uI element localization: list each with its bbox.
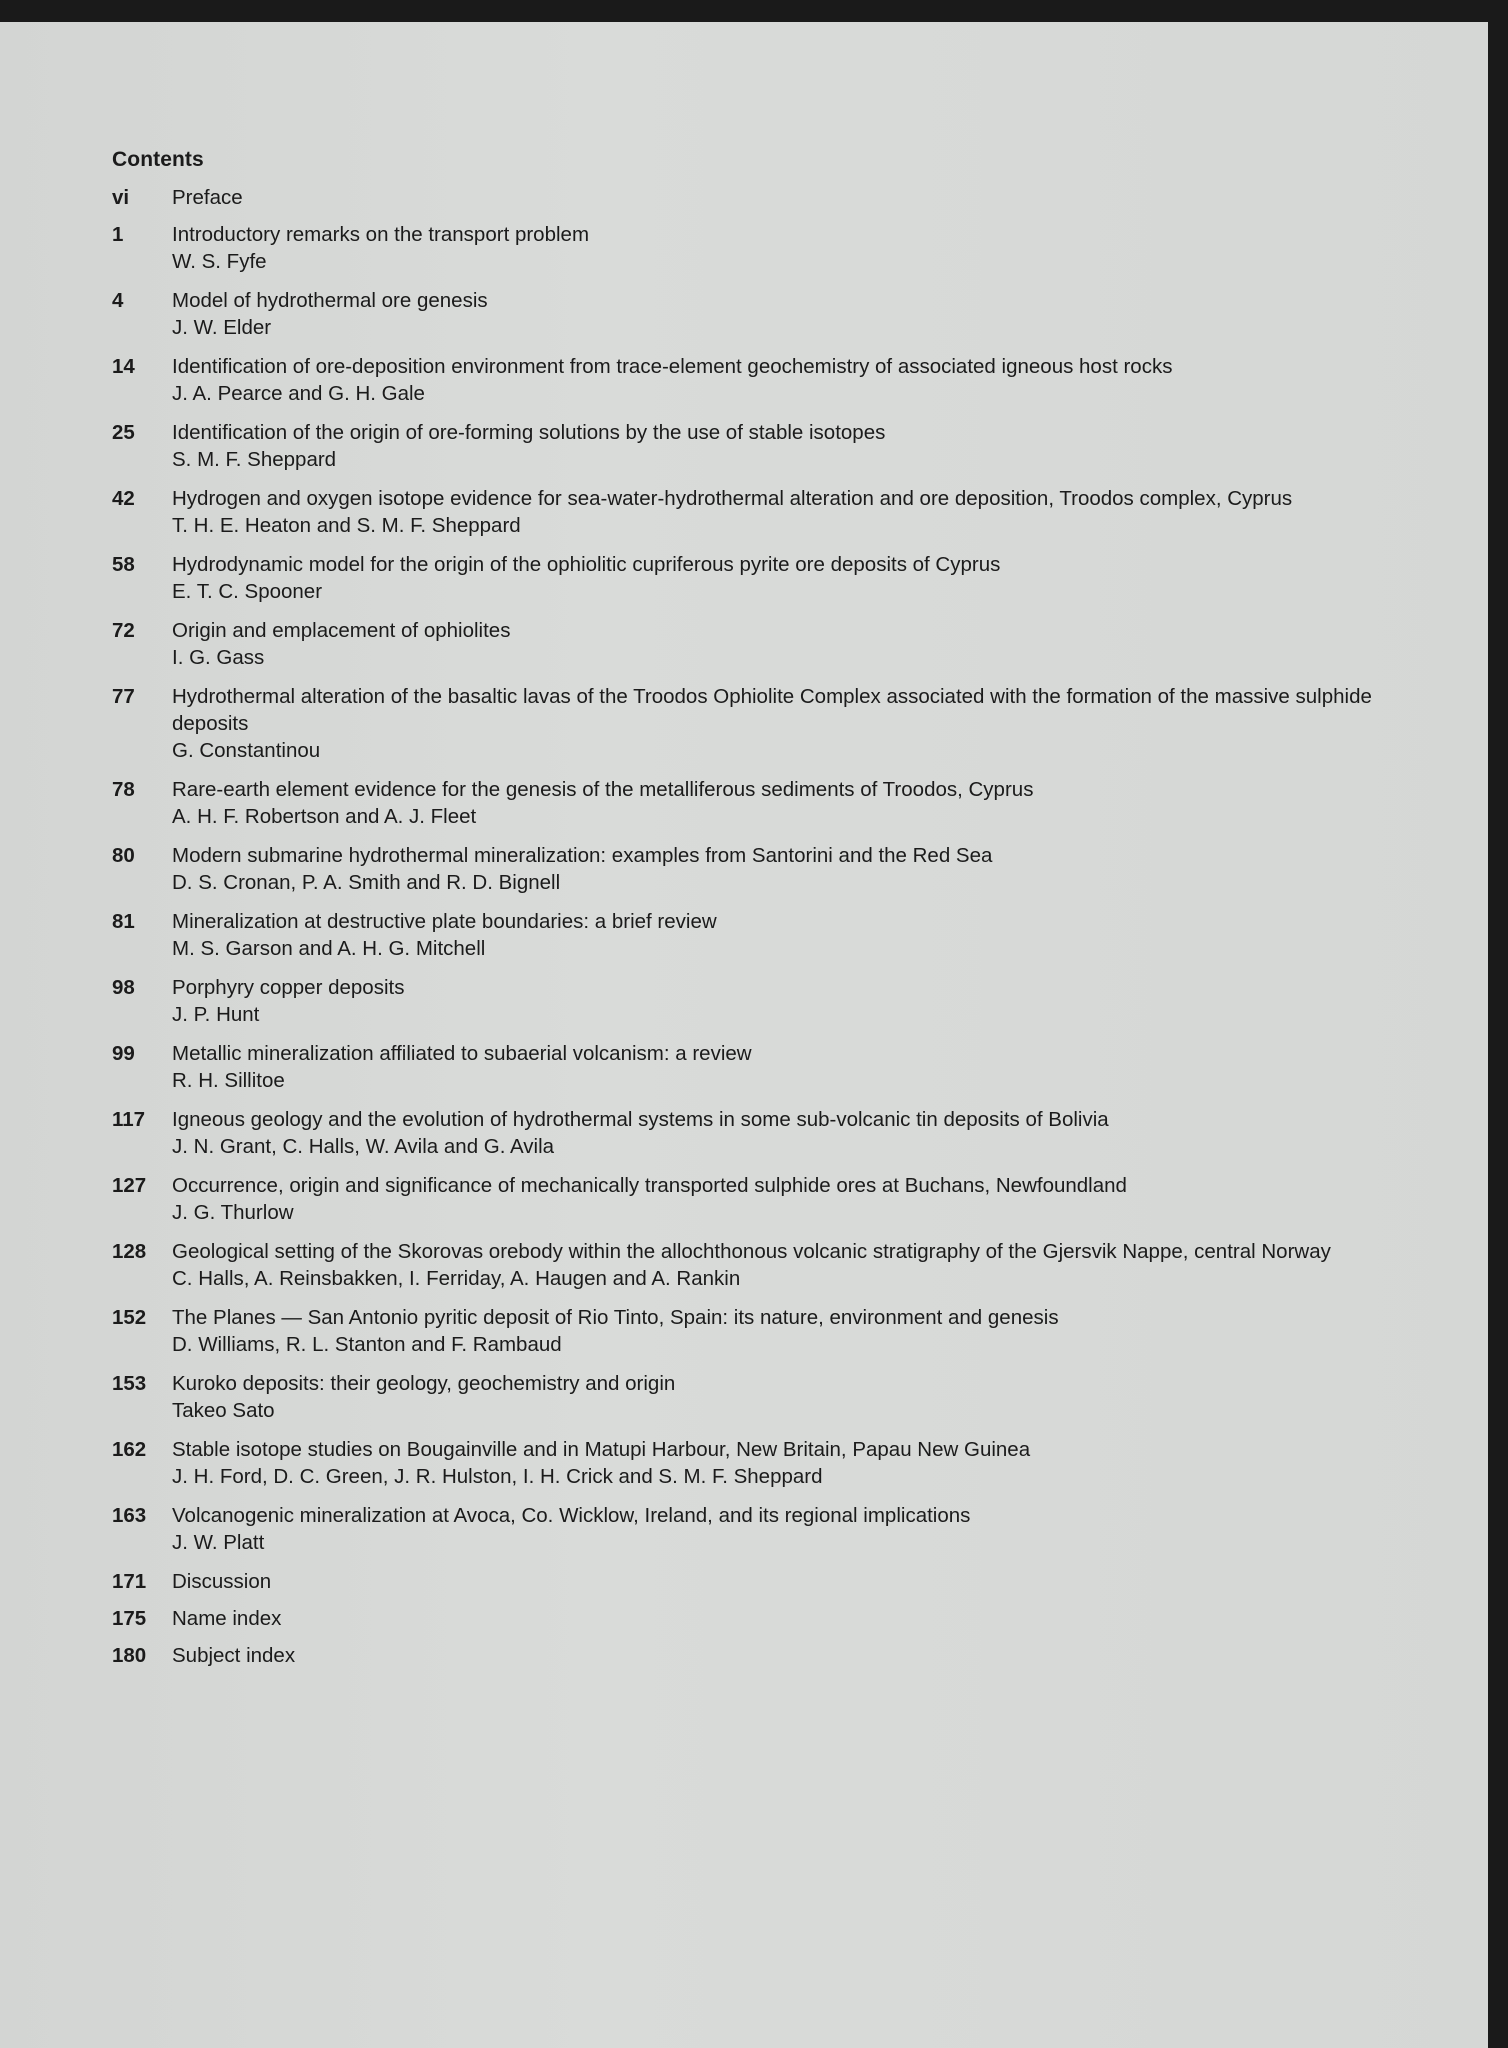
- toc-title: Identification of the origin of ore-forming solutions by the use of stable isotopes: [172, 421, 886, 444]
- toc-entry: [112, 419, 1412, 473]
- toc-author: T. H. E. Heaton and S. M. F. Sheppard: [172, 514, 521, 537]
- toc-title: Stable isotope studies on Bougainville and in Matupi Harbour, New Britain, Papau New Guinea: [172, 1438, 1031, 1461]
- toc-title: The Planes — San Antonio pyritic deposit of Rio Tinto, Spain: its nature, environment and genesis: [172, 1306, 1059, 1329]
- toc-page-number: 78: [112, 778, 135, 801]
- toc-title: Geological setting of the Skorovas orebody within the allochthonous volcanic stratigraphy of the Gjersvik Nappe, central Norway: [172, 1240, 1331, 1263]
- toc-author: D. Williams, R. L. Stanton and F. Rambaud: [172, 1333, 562, 1356]
- toc-page-number: 14: [112, 355, 135, 378]
- table-of-contents: [112, 148, 1412, 1679]
- toc-entry-body: [172, 551, 1412, 605]
- toc-title: Introductory remarks on the transport problem: [172, 223, 590, 246]
- toc-page-number: 99: [112, 1042, 135, 1065]
- toc-author: J. G. Thurlow: [172, 1201, 294, 1224]
- toc-entry: [112, 776, 1412, 830]
- toc-entry: [112, 1238, 1412, 1292]
- toc-page-number: 77: [112, 685, 135, 708]
- toc-page-number: 175: [112, 1607, 147, 1630]
- toc-title: Origin and emplacement of ophiolites: [172, 619, 511, 642]
- toc-author: I. G. Gass: [172, 646, 265, 669]
- toc-page-number: 81: [112, 910, 135, 933]
- toc-entry-body: [172, 221, 1412, 275]
- toc-page-number: 80: [112, 844, 135, 867]
- toc-entry: [112, 1304, 1412, 1358]
- toc-entry-body: [172, 1568, 1412, 1595]
- toc-entry-body: [172, 287, 1412, 341]
- toc-entry: [112, 1502, 1412, 1556]
- contents-heading: Contents: [112, 148, 204, 171]
- toc-author: Takeo Sato: [172, 1399, 275, 1422]
- toc-author: G. Constantinou: [172, 739, 321, 762]
- toc-page-number: 1: [112, 223, 124, 246]
- toc-author: M. S. Garson and A. H. G. Mitchell: [172, 937, 486, 960]
- toc-title: Metallic mineralization affiliated to subaerial volcanism: a review: [172, 1042, 752, 1065]
- toc-page-number: 58: [112, 553, 135, 576]
- toc-entry: [112, 551, 1412, 605]
- toc-author: J. A. Pearce and G. H. Gale: [172, 382, 425, 405]
- toc-entry-body: [172, 974, 1412, 1028]
- toc-author: E. T. C. Spooner: [172, 580, 323, 603]
- toc-entry: [112, 1642, 1412, 1669]
- toc-entry: [112, 1568, 1412, 1595]
- toc-page-number: vi: [112, 186, 130, 209]
- toc-entry-body: [172, 617, 1412, 671]
- toc-entry: [112, 1436, 1412, 1490]
- toc-title: Igneous geology and the evolution of hydrothermal systems in some sub-volcanic tin deposits of Bolivia: [172, 1108, 1109, 1131]
- toc-title: Name index: [172, 1607, 282, 1630]
- toc-entry: [112, 353, 1412, 407]
- toc-entry-body: [172, 1172, 1412, 1226]
- toc-entry-body: [172, 1370, 1412, 1424]
- toc-entry-body: [172, 485, 1412, 539]
- toc-page-number: 4: [112, 289, 124, 312]
- toc-title: Volcanogenic mineralization at Avoca, Co. Wicklow, Ireland, and its regional implications: [172, 1504, 971, 1527]
- toc-entry: [112, 974, 1412, 1028]
- toc-entry-body: [172, 419, 1412, 473]
- toc-author: R. H. Sillitoe: [172, 1069, 285, 1092]
- toc-entry: [112, 683, 1412, 764]
- toc-entry-body: [172, 353, 1412, 407]
- toc-author: A. H. F. Robertson and A. J. Fleet: [172, 805, 477, 828]
- toc-author: C. Halls, A. Reinsbakken, I. Ferriday, A. Haugen and A. Rankin: [172, 1267, 741, 1290]
- toc-entry-body: [172, 1040, 1412, 1094]
- toc-title: Rare-earth element evidence for the genesis of the metalliferous sediments of Troodos, Cyprus: [172, 778, 1034, 801]
- toc-entry-body: [172, 908, 1412, 962]
- toc-page-number: 180: [112, 1644, 147, 1667]
- toc-title: Modern submarine hydrothermal mineralization: examples from Santorini and the Red Sea: [172, 844, 993, 867]
- toc-page-number: 72: [112, 619, 135, 642]
- toc-page-number: 98: [112, 976, 135, 999]
- toc-entry-body: [172, 1502, 1412, 1556]
- toc-author: W. S. Fyfe: [172, 250, 267, 273]
- toc-entry-body: [172, 776, 1412, 830]
- toc-page-number: 25: [112, 421, 135, 444]
- toc-title: Kuroko deposits: their geology, geochemistry and origin: [172, 1372, 676, 1395]
- toc-entry-body: [172, 1238, 1412, 1292]
- toc-page-number: 162: [112, 1438, 147, 1461]
- toc-title: Discussion: [172, 1570, 272, 1593]
- toc-entry-body: [172, 1642, 1412, 1669]
- toc-title: Preface: [172, 186, 243, 209]
- toc-page-number: 152: [112, 1306, 147, 1329]
- toc-title: Subject index: [172, 1644, 296, 1667]
- toc-author: J. W. Platt: [172, 1531, 265, 1554]
- toc-entry: [112, 617, 1412, 671]
- toc-page-number: 42: [112, 487, 135, 510]
- book-page: [0, 22, 1488, 2048]
- toc-entry-body: [172, 184, 1412, 211]
- toc-entry-body: [172, 1436, 1412, 1490]
- toc-author: J. W. Elder: [172, 316, 272, 339]
- toc-list: [112, 184, 1412, 1669]
- toc-entry-body: [172, 1605, 1412, 1632]
- toc-author: J. H. Ford, D. C. Green, J. R. Hulston, I. H. Crick and S. M. F. Sheppard: [172, 1465, 823, 1488]
- toc-title: Hydrodynamic model for the origin of the ophiolitic cupriferous pyrite ore deposits of Cyprus: [172, 553, 1001, 576]
- toc-author: J. P. Hunt: [172, 1003, 260, 1026]
- toc-entry-body: [172, 683, 1412, 764]
- toc-page-number: 163: [112, 1504, 147, 1527]
- toc-title: Porphyry copper deposits: [172, 976, 405, 999]
- toc-author: S. M. F. Sheppard: [172, 448, 337, 471]
- toc-title: Model of hydrothermal ore genesis: [172, 289, 488, 312]
- toc-entry: [112, 221, 1412, 275]
- toc-entry: [112, 1106, 1412, 1160]
- toc-entry: [112, 908, 1412, 962]
- toc-entry: [112, 1172, 1412, 1226]
- toc-entry: [112, 842, 1412, 896]
- toc-title: Occurrence, origin and significance of mechanically transported sulphide ores at Buchans, Newfoundland: [172, 1174, 1127, 1197]
- toc-entry: [112, 1370, 1412, 1424]
- toc-title: Hydrothermal alteration of the basaltic lavas of the Troodos Ophiolite Complex associated with the formation of the massive sulphide deposits: [172, 685, 1372, 735]
- toc-entry: [112, 485, 1412, 539]
- toc-entry-body: [172, 842, 1412, 896]
- toc-page-number: 117: [112, 1108, 146, 1131]
- toc-entry-body: [172, 1304, 1412, 1358]
- toc-page-number: 127: [112, 1174, 147, 1197]
- toc-page-number: 171: [112, 1570, 147, 1593]
- toc-author: D. S. Cronan, P. A. Smith and R. D. Bignell: [172, 871, 561, 894]
- toc-entry: [112, 287, 1412, 341]
- toc-author: J. N. Grant, C. Halls, W. Avila and G. Avila: [172, 1135, 555, 1158]
- toc-title: Mineralization at destructive plate boundaries: a brief review: [172, 910, 717, 933]
- toc-title: Hydrogen and oxygen isotope evidence for sea-water-hydrothermal alteration and ore deposition, Troodos complex, Cyprus: [172, 487, 1293, 510]
- toc-entry-body: [172, 1106, 1412, 1160]
- toc-entry: [112, 1605, 1412, 1632]
- toc-page-number: 128: [112, 1240, 147, 1263]
- toc-title: Identification of ore-deposition environment from trace-element geochemistry of associated igneous host rocks: [172, 355, 1173, 378]
- toc-page-number: 153: [112, 1372, 147, 1395]
- toc-entry: [112, 184, 1412, 211]
- toc-entry: [112, 1040, 1412, 1094]
